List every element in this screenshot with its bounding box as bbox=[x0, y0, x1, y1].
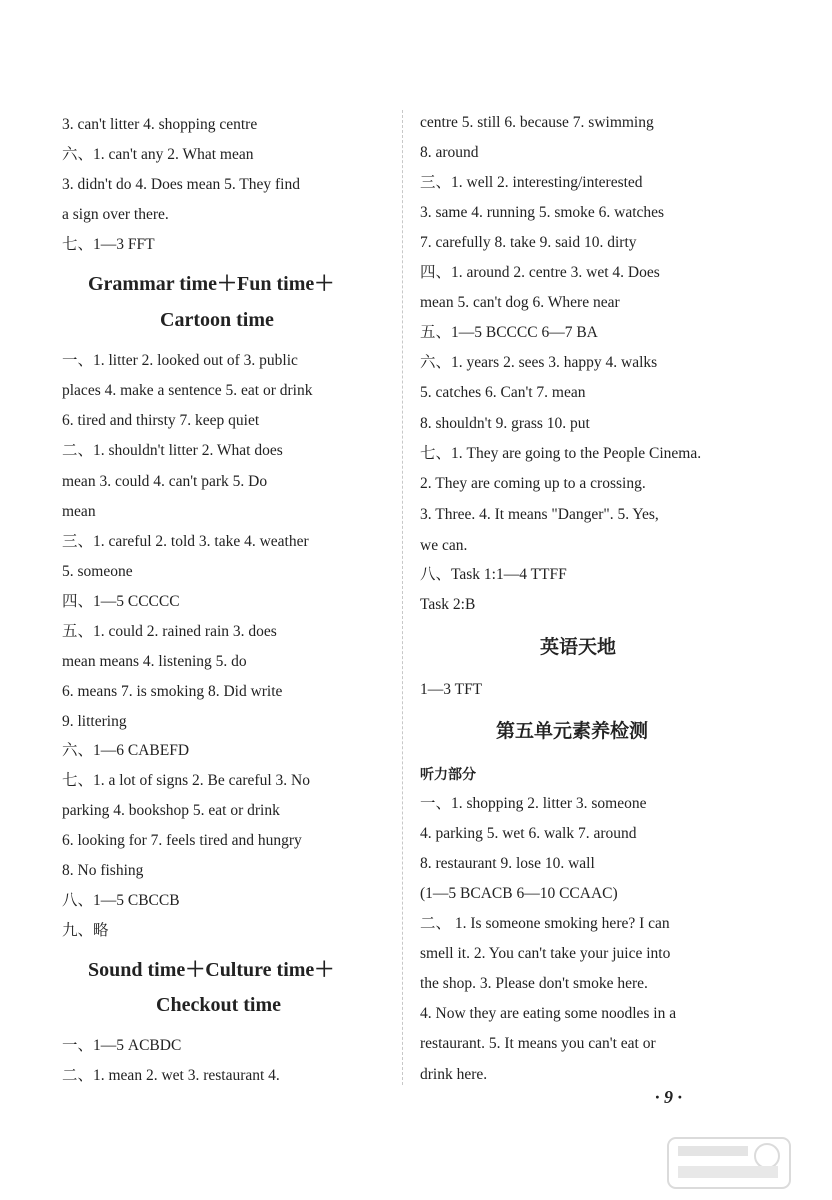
answer-line: mean bbox=[62, 503, 96, 520]
answer-line: 三、1. careful 2. told 3. take 4. weather bbox=[62, 533, 309, 550]
answer-line: mean means 4. listening 5. do bbox=[62, 653, 247, 670]
answer-line: 5. someone bbox=[62, 563, 133, 580]
answer-line: 二、 1. Is someone smoking here? I can bbox=[420, 915, 670, 932]
section-heading: Checkout time bbox=[156, 994, 281, 1016]
subsection-heading: 听力部分 bbox=[420, 767, 476, 783]
answer-line: the shop. 3. Please don't smoke here. bbox=[420, 975, 648, 992]
answer-line: 1—3 TFT bbox=[420, 681, 483, 698]
answer-line: 3. Three. 4. It means "Danger". 5. Yes, bbox=[420, 506, 659, 523]
answer-line: 七、1. They are going to the People Cinema. bbox=[420, 445, 702, 462]
section-heading: Cartoon time bbox=[160, 309, 274, 331]
answer-line: centre 5. still 6. because 7. swimming bbox=[420, 114, 654, 131]
answer-line: restaurant. 5. It means you can't eat or bbox=[420, 1035, 656, 1052]
answer-line: 八、1—5 CBCCB bbox=[62, 892, 180, 909]
answer-line: 3. didn't do 4. Does mean 5. They find bbox=[62, 176, 300, 193]
section-heading: 英语天地 bbox=[540, 636, 617, 658]
answer-line: we can. bbox=[420, 537, 468, 554]
answer-line: 一、1—5 ACBDC bbox=[62, 1037, 182, 1054]
answer-line: 一、1. shopping 2. litter 3. someone bbox=[420, 795, 647, 812]
answer-line: 八、Task 1:1—4 TTFF bbox=[420, 566, 567, 583]
answer-line: 8. restaurant 9. lose 10. wall bbox=[420, 855, 595, 872]
answer-line: 四、1. around 2. centre 3. wet 4. Does bbox=[420, 264, 660, 281]
answer-line: 7. carefully 8. take 9. said 10. dirty bbox=[420, 234, 637, 251]
answer-line: drink here. bbox=[420, 1066, 488, 1083]
answer-line: 一、1. litter 2. looked out of 3. public bbox=[62, 352, 298, 369]
section-heading: Grammar time＋Fun time＋ bbox=[88, 273, 335, 295]
answer-line: 2. They are coming up to a crossing. bbox=[420, 475, 646, 492]
answer-line: 三、1. well 2. interesting/interested bbox=[420, 174, 643, 191]
answer-line: 4. parking 5. wet 6. walk 7. around bbox=[420, 825, 637, 842]
answer-line: 6. tired and thirsty 7. keep quiet bbox=[62, 412, 260, 429]
answer-line: 3. can't litter 4. shopping centre bbox=[62, 116, 258, 133]
answer-line: mean 3. could 4. can't park 5. Do bbox=[62, 473, 268, 490]
answer-line: 8. around bbox=[420, 144, 479, 161]
answer-line: 二、1. mean 2. wet 3. restaurant 4. bbox=[62, 1067, 280, 1084]
answer-line: 六、1—6 CABEFD bbox=[62, 742, 190, 759]
answer-line: 8. No fishing bbox=[62, 862, 144, 879]
answer-line: smell it. 2. You can't take your juice into bbox=[420, 945, 671, 962]
answer-line: 4. Now they are eating some noodles in a bbox=[420, 1005, 677, 1022]
answer-line: 五、1. could 2. rained rain 3. does bbox=[62, 623, 277, 640]
column-divider bbox=[402, 110, 403, 1085]
answer-line: 5. catches 6. Can't 7. mean bbox=[420, 384, 586, 401]
answer-line: Task 2:B bbox=[420, 596, 476, 613]
answer-line: 七、1. a lot of signs 2. Be careful 3. No bbox=[62, 772, 310, 789]
answer-line: (1—5 BCACB 6—10 CCAAC) bbox=[420, 885, 618, 902]
page-number: · 9 · bbox=[655, 1087, 682, 1107]
answer-line: 六、1. years 2. sees 3. happy 4. walks bbox=[420, 354, 658, 371]
answer-line: places 4. make a sentence 5. eat or drink bbox=[62, 382, 313, 399]
answer-line: 3. same 4. running 5. smoke 6. watches bbox=[420, 204, 665, 221]
answer-line: 6. looking for 7. feels tired and hungry bbox=[62, 832, 302, 849]
answer-line: 五、1—5 BCCCC 6—7 BA bbox=[420, 324, 598, 341]
answer-line: parking 4. bookshop 5. eat or drink bbox=[62, 802, 280, 819]
answer-line: 四、1—5 CCCCC bbox=[62, 593, 180, 610]
answer-line: 二、1. shouldn't litter 2. What does bbox=[62, 442, 283, 459]
answer-line: mean 5. can't dog 6. Where near bbox=[420, 294, 620, 311]
answer-line: a sign over there. bbox=[62, 206, 169, 223]
answer-line: 六、1. can't any 2. What mean bbox=[62, 146, 254, 163]
answer-line: 8. shouldn't 9. grass 10. put bbox=[420, 415, 590, 432]
answer-line: 9. littering bbox=[62, 713, 127, 730]
answer-line: 6. means 7. is smoking 8. Did write bbox=[62, 683, 283, 700]
section-heading: 第五单元素养检测 bbox=[496, 720, 649, 742]
answer-line: 九、略 bbox=[62, 922, 109, 939]
section-heading: Sound time＋Culture time＋ bbox=[88, 959, 335, 981]
answer-line: 七、1—3 FFT bbox=[62, 236, 155, 253]
watermark-logo-icon bbox=[664, 1134, 794, 1192]
